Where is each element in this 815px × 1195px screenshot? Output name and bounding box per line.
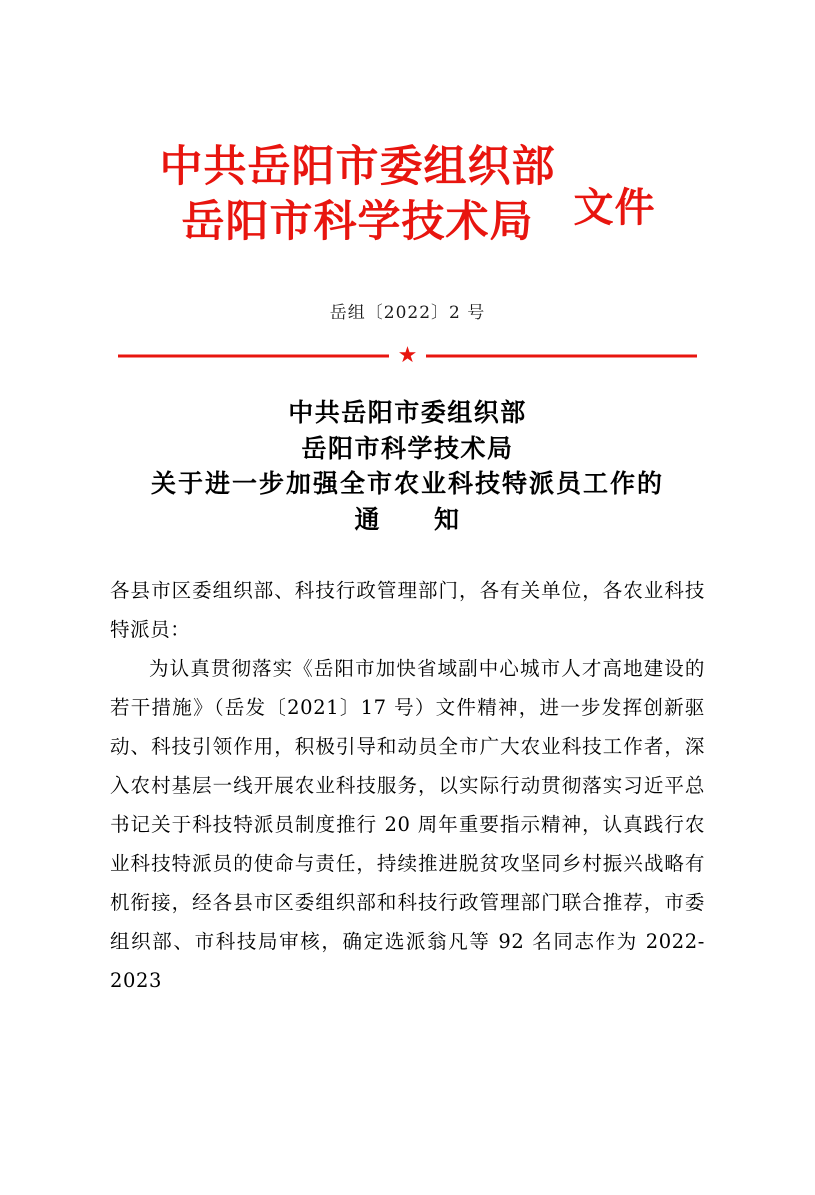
document-title [110, 395, 705, 537]
body-salutation: 各县市区委组织部、科技行政管理部门，各有关单位，各农业科技特派员： [110, 579, 705, 642]
letterhead-org-line-1: 中共岳阳市委组织部 [159, 142, 556, 192]
letterhead-org-line-2: 岳阳市科学技术局 [181, 197, 534, 248]
letterhead-organizations [160, 140, 556, 250]
document-body [110, 571, 705, 1000]
document-page [0, 140, 815, 1195]
letterhead-document-word: 文件 [573, 184, 656, 231]
star-icon: ★ [389, 345, 427, 367]
body-paragraph-1: 为认真贯彻落实《岳阳市加快省域副中心城市人才高地建设的若干措施》（岳发〔2021〕17 号）文件精神，进一步发挥创新驱动、科技引领作用，积极引导和动员全市广大农业科技工作者，深入农村基层一线开展农业科技服务，以实际行动贯彻落实习近平总书记关于科技特派员制度推行 20 周年重要指示精神，认真践行农业科技特派员的使命与责任，持续推进脱贫攻坚同乡村振兴战略有机衔接，经各县市区委组织部和科技行政管理部门联合推荐，市委组织部、市科技局审核，确定选派翁凡等 92 名同志作为 2022-2023 [110, 657, 705, 993]
document-number: 岳组〔2022〕2 号 [329, 303, 486, 324]
red-separator-rule [110, 345, 705, 367]
title-line-1: 中共岳阳市委组织部 [288, 398, 527, 428]
title-line-3: 关于进一步加强全市农业科技特派员工作的 [150, 469, 664, 499]
title-line-2: 岳阳市科学技术局 [301, 433, 514, 463]
letterhead [110, 140, 705, 250]
title-line-4: 通 知 [354, 504, 461, 534]
